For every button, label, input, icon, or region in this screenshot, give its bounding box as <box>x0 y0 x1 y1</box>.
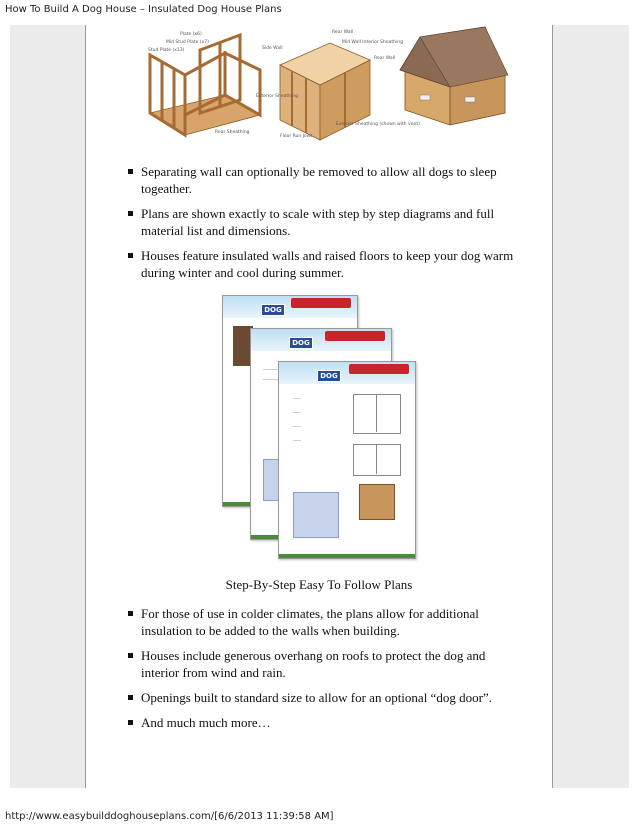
logo-badge: DOG <box>317 370 341 382</box>
plans-preview-image <box>222 295 418 560</box>
frame-label: Stud Plate (x13) <box>148 48 185 53</box>
image-caption: Step-By-Step Easy To Follow Plans <box>225 577 413 592</box>
logo-badge: DOG <box>261 304 285 316</box>
walls-label: Exterior Sheathing <box>256 94 298 99</box>
list-item: Plans are shown exactly to scale with step by step diagrams and full material list and dimensions. <box>128 205 521 239</box>
walls-label: Side Wall <box>262 46 283 51</box>
frame-label: Rear Sheathing <box>215 130 250 135</box>
walls-label: Exterior Sheathing (shown with vent) <box>336 122 420 127</box>
doghouse-construction-diagram <box>120 25 520 143</box>
plan-page-front <box>278 361 416 559</box>
walls-label: Floor Run Joist <box>280 134 313 139</box>
list-item: And much much more… <box>128 714 521 731</box>
walls-label: Rear Wall <box>374 56 396 61</box>
walls-label: Mid Wall Interior Sheathing <box>342 40 403 45</box>
feature-list-2 <box>128 605 521 739</box>
pdf-page-header: How To Build A Dog House – Insulated Dog House Plans <box>5 4 282 15</box>
list-item: Openings built to standard size to allow for an optional “dog door”. <box>128 689 521 706</box>
framing-diagram <box>148 31 260 135</box>
list-item: Separating wall can optionally be removed to allow all dogs to sleep togeather. <box>128 163 521 197</box>
walls-label: Rear Wall <box>332 30 354 35</box>
list-item: For those of use in colder climates, the plans allow for additional insulation to be added to the walls when building. <box>128 605 521 639</box>
list-item: Houses include generous overhang on roofs to protect the dog and interior from wind and rain. <box>128 647 521 681</box>
logo-badge: DOG <box>289 337 313 349</box>
frame-label: Mid Stud Plate (x7) <box>166 40 209 45</box>
left-margin-panel <box>10 25 86 788</box>
list-item: Houses feature insulated walls and raised floors to keep your dog warm during winter and cool during summer. <box>128 247 521 281</box>
frame-label: Plate (x6) <box>180 32 202 37</box>
feature-list-1 <box>128 163 521 289</box>
walls-diagram <box>256 29 420 140</box>
right-margin-panel <box>552 25 629 788</box>
finished-doghouse <box>400 27 508 125</box>
pdf-page-footer: http://www.easybuilddoghouseplans.com/[6/6/2013 11:39:58 AM] <box>5 811 334 822</box>
